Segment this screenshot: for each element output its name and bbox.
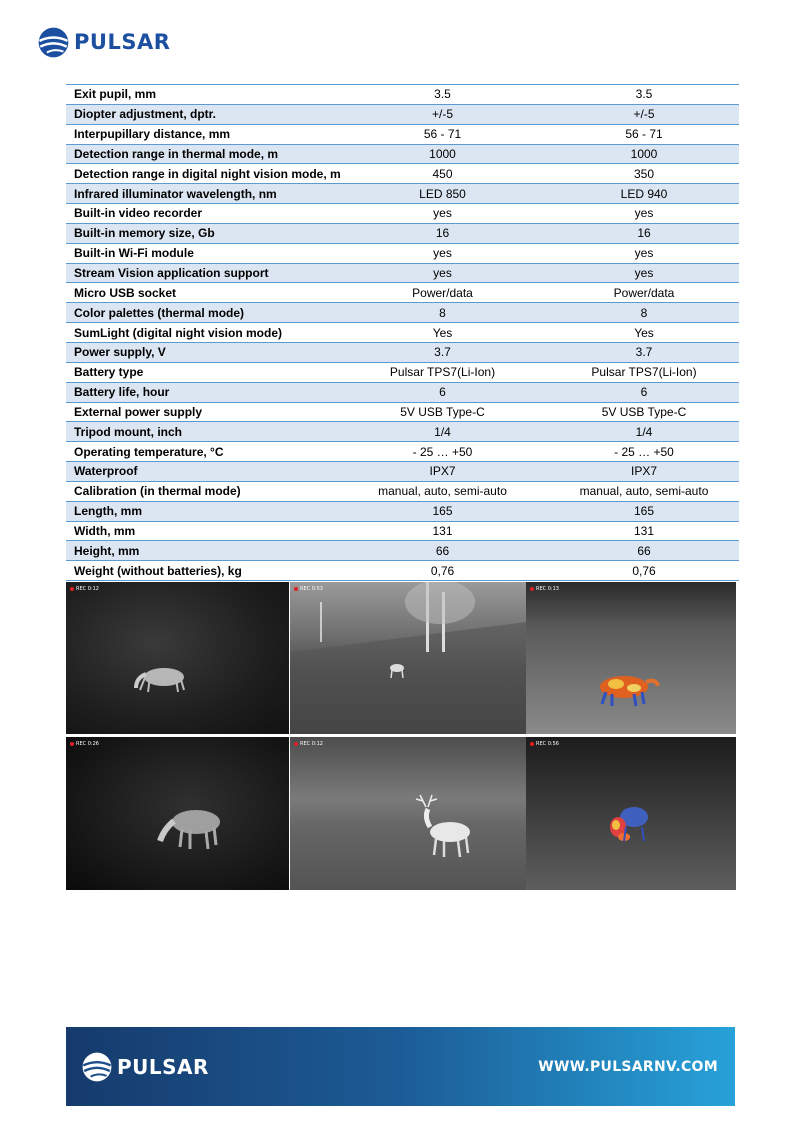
spec-value-model-2: yes — [541, 243, 739, 263]
spec-row — [66, 85, 739, 105]
spec-value-model-2: IPX7 — [541, 462, 739, 482]
spec-value-model-2: yes — [541, 263, 739, 283]
spec-row — [66, 283, 739, 303]
spec-value-model-2: 3.5 — [541, 85, 739, 105]
spec-parameter: Exit pupil, mm — [66, 85, 344, 105]
spec-value-model-2: 350 — [541, 164, 739, 184]
spec-value-model-1: IPX7 — [344, 462, 541, 482]
footer-brand-name: PULSAR — [117, 1055, 209, 1079]
spec-row — [66, 223, 739, 243]
spec-value-model-2: Power/data — [541, 283, 739, 303]
spec-value-model-2: 0,76 — [541, 561, 739, 581]
spec-value-model-2: yes — [541, 204, 739, 224]
rec-indicator: REC 0:13 — [536, 586, 559, 592]
spec-row — [66, 501, 739, 521]
spec-row — [66, 104, 739, 124]
spec-parameter: Built-in memory size, Gb — [66, 223, 344, 243]
spec-row — [66, 561, 739, 581]
spec-value-model-1: 8 — [344, 303, 541, 323]
spec-value-model-2: 1/4 — [541, 422, 739, 442]
spec-value-model-1: manual, auto, semi-auto — [344, 481, 541, 501]
spec-row — [66, 303, 739, 323]
spec-value-model-2: 3.7 — [541, 342, 739, 362]
spec-value-model-2: 8 — [541, 303, 739, 323]
night-vision-image-deer-1 — [290, 582, 526, 734]
spec-parameter: Length, mm — [66, 501, 344, 521]
spec-value-model-2: - 25 … +50 — [541, 442, 739, 462]
pulsar-logo-footer — [81, 1051, 209, 1083]
spec-value-model-1: 3.7 — [344, 342, 541, 362]
spec-value-model-1: 165 — [344, 501, 541, 521]
spec-parameter: Built-in video recorder — [66, 204, 344, 224]
spec-row — [66, 342, 739, 362]
spec-parameter: Calibration (in thermal mode) — [66, 481, 344, 501]
spec-value-model-2: 66 — [541, 541, 739, 561]
thermal-palette-image-deer-2 — [526, 737, 736, 890]
spec-value-model-2: 165 — [541, 501, 739, 521]
spec-table — [66, 84, 739, 581]
spec-parameter: Battery life, hour — [66, 382, 344, 402]
spec-row — [66, 402, 739, 422]
pulsar-logo-header — [37, 26, 170, 58]
spec-parameter: Tripod mount, inch — [66, 422, 344, 442]
rec-indicator: REC 0:12 — [76, 586, 99, 592]
spec-value-model-2: 56 - 71 — [541, 124, 739, 144]
spec-row — [66, 481, 739, 501]
spec-value-model-2: 131 — [541, 521, 739, 541]
spec-value-model-1: +/-5 — [344, 104, 541, 124]
spec-parameter: Power supply, V — [66, 342, 344, 362]
spec-parameter: Weight (without batteries), kg — [66, 561, 344, 581]
spec-value-model-1: yes — [344, 243, 541, 263]
spec-value-model-1: 1000 — [344, 144, 541, 164]
spec-value-model-2: 5V USB Type-C — [541, 402, 739, 422]
spec-row — [66, 184, 739, 204]
spec-value-model-2: Pulsar TPS7(Li-Ion) — [541, 362, 739, 382]
spec-value-model-1: 131 — [344, 521, 541, 541]
spec-value-model-1: 56 - 71 — [344, 124, 541, 144]
spec-value-model-1: yes — [344, 204, 541, 224]
spec-value-model-2: 6 — [541, 382, 739, 402]
thermal-palette-image-deer-1 — [526, 582, 736, 734]
spec-value-model-1: 1/4 — [344, 422, 541, 442]
spec-row — [66, 422, 739, 442]
spec-row — [66, 462, 739, 482]
rec-indicator: REC 0:12 — [300, 741, 323, 747]
spec-value-model-1: 66 — [344, 541, 541, 561]
spec-value-model-1: Pulsar TPS7(Li-Ion) — [344, 362, 541, 382]
spec-parameter: Color palettes (thermal mode) — [66, 303, 344, 323]
spec-parameter: External power supply — [66, 402, 344, 422]
rec-indicator: REC 0:53 — [300, 586, 323, 592]
rec-indicator: REC 0:56 — [536, 741, 559, 747]
spec-row — [66, 521, 739, 541]
spec-value-model-2: 16 — [541, 223, 739, 243]
sample-image-gallery — [66, 582, 736, 890]
spec-value-model-1: yes — [344, 263, 541, 283]
spec-parameter: Operating temperature, °C — [66, 442, 344, 462]
spec-row — [66, 362, 739, 382]
spec-value-model-1: 3.5 — [344, 85, 541, 105]
spec-value-model-2: +/-5 — [541, 104, 739, 124]
pulsar-globe-icon — [37, 26, 70, 59]
spec-parameter: Detection range in thermal mode, m — [66, 144, 344, 164]
spec-parameter: Micro USB socket — [66, 283, 344, 303]
rec-indicator: REC 0:26 — [76, 741, 99, 747]
spec-parameter: Width, mm — [66, 521, 344, 541]
spec-value-model-1: Yes — [344, 323, 541, 343]
spec-row — [66, 382, 739, 402]
spec-parameter: Built-in Wi-Fi module — [66, 243, 344, 263]
spec-row — [66, 164, 739, 184]
spec-value-model-1: 5V USB Type-C — [344, 402, 541, 422]
spec-parameter: Battery type — [66, 362, 344, 382]
thermal-image-deer-2 — [66, 737, 289, 890]
spec-value-model-2: Yes — [541, 323, 739, 343]
spec-value-model-1: 450 — [344, 164, 541, 184]
spec-value-model-2: manual, auto, semi-auto — [541, 481, 739, 501]
spec-value-model-1: 6 — [344, 382, 541, 402]
pulsar-globe-icon — [81, 1051, 113, 1083]
spec-row — [66, 541, 739, 561]
spec-parameter: Diopter adjustment, dptr. — [66, 104, 344, 124]
spec-parameter: Stream Vision application support — [66, 263, 344, 283]
spec-row — [66, 243, 739, 263]
brand-name: PULSAR — [74, 30, 171, 54]
spec-value-model-2: 1000 — [541, 144, 739, 164]
website-url[interactable]: WWW.PULSARNV.COM — [538, 1059, 718, 1075]
spec-row — [66, 124, 739, 144]
spec-row — [66, 263, 739, 283]
thermal-image-deer-1 — [66, 582, 289, 734]
spec-parameter: Detection range in digital night vision mode, m — [66, 164, 344, 184]
spec-row — [66, 144, 739, 164]
spec-value-model-2: LED 940 — [541, 184, 739, 204]
footer-banner — [66, 1027, 735, 1106]
night-vision-image-deer-2 — [290, 737, 526, 890]
spec-value-model-1: 16 — [344, 223, 541, 243]
spec-parameter: Waterproof — [66, 462, 344, 482]
spec-parameter: Interpupillary distance, mm — [66, 124, 344, 144]
spec-parameter: Height, mm — [66, 541, 344, 561]
spec-parameter: SumLight (digital night vision mode) — [66, 323, 344, 343]
spec-value-model-1: - 25 … +50 — [344, 442, 541, 462]
spec-value-model-1: 0,76 — [344, 561, 541, 581]
spec-row — [66, 204, 739, 224]
spec-row — [66, 442, 739, 462]
spec-value-model-1: Power/data — [344, 283, 541, 303]
spec-row — [66, 323, 739, 343]
spec-value-model-1: LED 850 — [344, 184, 541, 204]
spec-parameter: Infrared illuminator wavelength, nm — [66, 184, 344, 204]
